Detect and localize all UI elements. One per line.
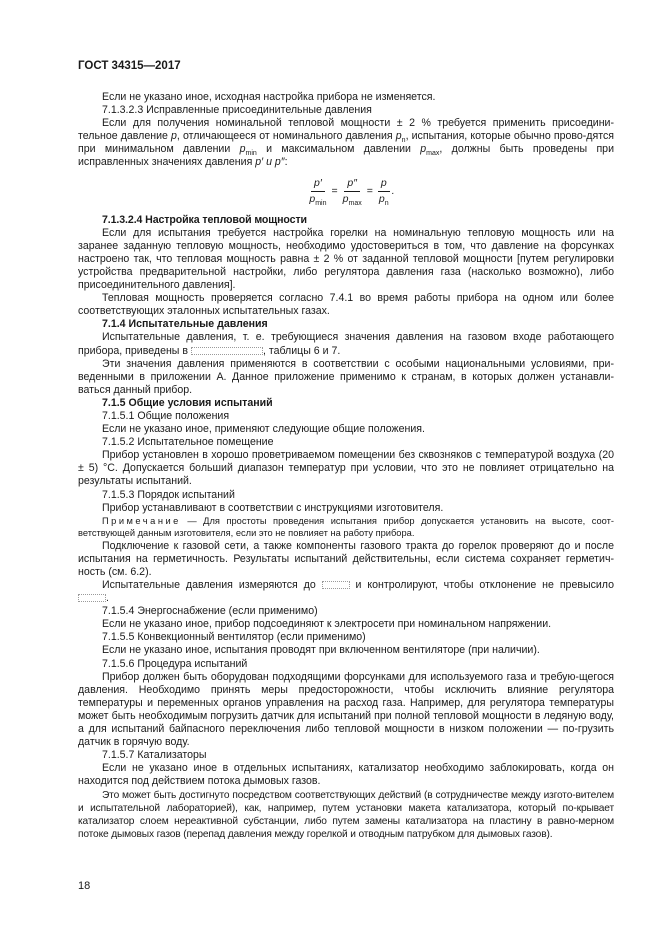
- note: Примечание — Для простоты проведения испытания прибор допускается установить на высоте, соот-ветствующей данным изготовителя, если это не повлияет на работу прибора.: [78, 515, 614, 539]
- pressure-formula: $\frac{p'}{p_{min}}$ = $\frac{p''}{p_{max}}$ = $\frac{p}{p_n}$ .: [309, 176, 395, 208]
- paragraph: Подключение к газовой сети, а также компоненты газового тракта до горелок проверяют до и после испытания на герметичность. Результаты испытаний действительны, если система сохраняет герметич-ность (см. 6.2).: [78, 539, 614, 578]
- redacted-value: [322, 581, 350, 589]
- paragraph: Если не указано иное, испытания проводят при включенном вентиляторе (при наличии).: [102, 644, 540, 657]
- document-body: [78, 91, 614, 841]
- paragraph: Если не указано иное, прибор подсоединяют к электросети при номинальном напряжении.: [102, 618, 552, 631]
- section-heading: 7.1.5 Общие условия испытаний: [102, 396, 273, 409]
- formula-fraction-3: $\frac{p}{p_n}$: [378, 176, 389, 208]
- subsection-heading: 7.1.5.6 Процедура испытаний: [102, 657, 248, 670]
- paragraph: Прибор устанавливают в соответствии с инструкциями изготовителя.: [102, 501, 444, 514]
- subsection-heading: 7.1.3.2.4 Настройка тепловой мощности: [102, 213, 307, 226]
- redacted-value: [78, 594, 106, 602]
- paragraph: Эти значения давления применяются в соответствии с особыми национальными условиями, при-веденными в приложении А. Данное приложение применимо к странам, в которых должен устанавли-ваться данный прибор.: [78, 357, 614, 396]
- formula-fraction-1: $\frac{p'}{p_{min}}$: [309, 176, 327, 208]
- paragraph: Это может быть достигнуто посредством соответствующих действий (в сотрудничестве между изгото-вителем и испытательной лабораторией), как, например, путем установки макета катализатора, который по-крывает катализатор слоем нереактивной субстанции, либо путем замены катализатора на пластину в равно-мерном потоке дымовых газов (перепад давления между горелкой и отводным патрубком для дымовых газов).: [78, 789, 614, 840]
- paragraph: Прибор установлен в хорошо проветриваемом помещении без сквозняков с температурой воздуха (20 ± 5) °С. Допускается больший диапазон температур при условии, что это не повлияет отрицательно на результаты испытаний.: [78, 449, 614, 488]
- subsection-heading: 7.1.3.2.3 Исправленные присоединительные давления: [102, 104, 372, 117]
- subsection-heading: 7.1.5.1 Общие положения: [102, 409, 230, 422]
- paragraph: Если не указано иное, исходная настройка прибора не изменяется.: [102, 91, 436, 103]
- subsection-heading: 7.1.5.3 Порядок испытаний: [102, 488, 235, 501]
- paragraph: Испытательные давления измеряются до и контролируют, чтобы отклонение не превысило .: [78, 579, 614, 605]
- redacted-reference: [191, 347, 263, 355]
- note-label: Примечание: [102, 515, 181, 526]
- paragraph: Если для испытания требуется настройка горелки на номинальную тепловую мощность или на заранее заданную тепловую мощность, необходимо удостовериться в том, что давление на форсунках настроено так, что тепловая мощность равна ± 2 % от заданной тепловой мощности [путем регулировки устройства предварительной настройки, либо регулятора давления газа (насколько возможно), либо присоединительного давления].: [78, 226, 614, 292]
- subsection-heading: 7.1.5.4 Энергоснабжение (если применимо): [102, 605, 318, 618]
- standard-header: ГОСТ 34315—2017: [78, 60, 181, 72]
- page-number: 18: [78, 880, 91, 892]
- subsection-heading: 7.1.5.2 Испытательное помещение: [102, 436, 274, 449]
- subsection-heading: 7.1.5.7 Катализаторы: [102, 749, 207, 762]
- paragraph: Прибор должен быть оборудован подходящими форсунками для используемого газа и требую-щегося давления. Необходимо принять меры предосторожности, чтобы исключить влияние регулятора температуры и переменных органов управления на расход газа. Например, для регулятора температуры может быть необходимым погрузить датчик для испытаний при полной тепловой мощности в ледяную воду, а для испытаний байпасного переключения либо тепловой мощности в низком положении — по-грузить датчик в горячую воду.: [78, 670, 614, 749]
- paragraph: Если не указано иное в отдельных испытаниях, катализатор необходимо заблокировать, когда он находится под действием потока дымовых газов.: [78, 762, 614, 788]
- section-heading: 7.1.4 Испытательные давления: [102, 318, 268, 331]
- paragraph: Тепловая мощность проверяется согласно 7.4.1 во время работы прибора на одном или более соответствующих эталонных испытательных газах.: [78, 292, 614, 318]
- subsection-heading: 7.1.5.5 Конвекционный вентилятор (если применимо): [102, 631, 366, 644]
- formula-fraction-2: $\frac{p''}{p_{max}}$: [342, 176, 362, 208]
- paragraph: Испытательные давления, т. е. требующиеся значения давления на газовом входе работающего прибора, приведены в , таблицы 6 и 7.: [78, 331, 614, 357]
- paragraph: Если для получения номинальной тепловой мощности ± 2 % требуется применить присоедини-тельное давление p, отличающееся от номинального давления $p_n$, испытания, которые обычно прово-дятся при минимальном давлении $p_{min}$ и максимальном давлении $p_{max}$, должны быть проведены при исправленных значениях давления p′ и p″:: [78, 117, 614, 169]
- paragraph: Если не указано иное, применяют следующие общие положения.: [102, 423, 425, 436]
